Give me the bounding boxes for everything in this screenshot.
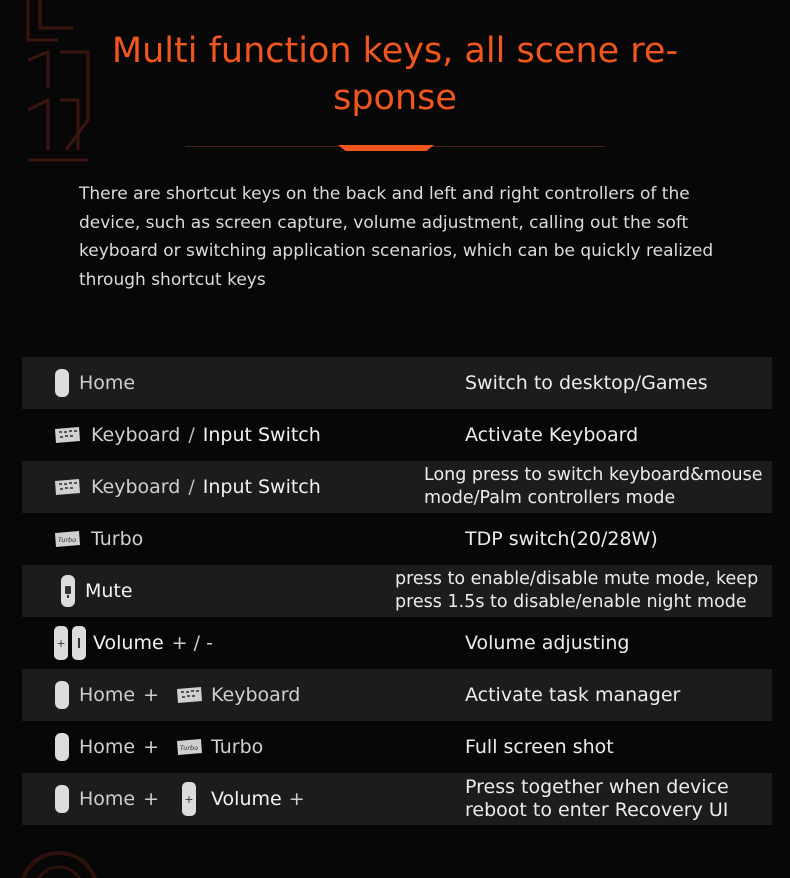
table-row <box>22 773 772 825</box>
keyboard-key-icon <box>52 425 82 445</box>
page-title <box>0 28 790 122</box>
home-key-icon <box>54 680 70 710</box>
title-line-1: Multi function keys, all scene re- <box>111 31 679 71</box>
key-label-secondary: Keyboard <box>211 684 301 706</box>
action-line: press 1.5s to disable/enable night mode <box>395 592 747 612</box>
volume-plus-key-icon <box>181 781 197 817</box>
key-suffix: + / - <box>171 632 213 654</box>
key-label-secondary: Volume <box>211 788 282 810</box>
key-label: Turbo <box>91 528 144 550</box>
action-cell <box>395 565 758 617</box>
key-cell <box>54 721 263 773</box>
table-row <box>22 721 772 773</box>
key-label: Home <box>79 736 136 758</box>
turbo-icon-text: Turbo <box>57 536 77 544</box>
key-label-secondary: Input Switch <box>202 476 321 498</box>
turbo-key-icon <box>52 529 82 549</box>
title-line-2: sponse <box>333 78 457 118</box>
keyboard-key-icon <box>52 477 82 497</box>
action-line: press to enable/disable mute mode, keep <box>395 569 759 589</box>
volume-key-icon <box>53 625 87 661</box>
action-cell: Full screen shot <box>465 736 614 758</box>
home-key-icon <box>54 784 70 814</box>
key-separator: / <box>188 476 195 498</box>
table-row <box>22 409 772 461</box>
key-label: Keyboard <box>91 476 181 498</box>
key-cell <box>52 461 321 513</box>
home-key-icon <box>54 368 70 398</box>
table-row <box>22 513 772 565</box>
turbo-icon-text: Turbo <box>179 744 199 752</box>
key-label: Volume <box>93 632 164 654</box>
key-cell <box>53 617 213 669</box>
table-row <box>22 461 772 513</box>
svg-text:+: + <box>184 793 194 806</box>
action-cell: Volume adjusting <box>465 632 630 654</box>
key-cell <box>54 669 300 721</box>
keyboard-key-icon <box>174 685 204 705</box>
key-label: Home <box>79 788 136 810</box>
key-label: Mute <box>85 580 133 602</box>
key-label: Keyboard <box>91 424 181 446</box>
intro-paragraph: There are shortcut keys on the back and left and right controllers of the device, such as screen capture, volume adjustment, calling out the soft keyboard or switching application scenarios, which can be quickly realized through shortcut keys <box>79 184 714 290</box>
key-label: Home <box>79 372 136 394</box>
action-cell <box>465 773 729 825</box>
table-row <box>22 357 772 409</box>
action-line: Long press to switch keyboard&mouse <box>424 465 763 485</box>
turbo-key-icon <box>174 737 204 757</box>
key-cell <box>60 565 133 617</box>
plus-sign: + <box>143 684 160 706</box>
action-line: mode/Palm controllers mode <box>424 488 676 508</box>
plus-sign: + <box>143 788 160 810</box>
key-cell <box>52 513 143 565</box>
table-row <box>22 617 772 669</box>
action-cell: Activate Keyboard <box>465 424 639 446</box>
action-cell: Switch to desktop/Games <box>465 372 708 394</box>
key-cell <box>54 357 135 409</box>
title-divider-accent <box>338 145 434 151</box>
key-separator: / <box>188 424 195 446</box>
svg-text:+: + <box>56 637 66 650</box>
action-cell: Activate task manager <box>465 684 681 706</box>
action-line: reboot to enter Recovery UI <box>465 799 729 821</box>
key-suffix: + <box>288 788 305 810</box>
key-label-secondary: Turbo <box>211 736 264 758</box>
mute-key-icon <box>60 574 76 608</box>
key-label: Home <box>79 684 136 706</box>
table-row <box>22 565 772 617</box>
home-key-icon <box>54 732 70 762</box>
shortcut-table <box>22 357 772 825</box>
key-cell <box>52 409 321 461</box>
decorative-ring-icon <box>14 846 104 878</box>
key-cell <box>54 773 305 825</box>
plus-sign: + <box>143 736 160 758</box>
table-row <box>22 669 772 721</box>
action-line: Press together when device <box>465 776 729 798</box>
action-cell <box>424 461 763 513</box>
action-cell: TDP switch(20/28W) <box>465 528 658 550</box>
key-label-secondary: Input Switch <box>202 424 321 446</box>
